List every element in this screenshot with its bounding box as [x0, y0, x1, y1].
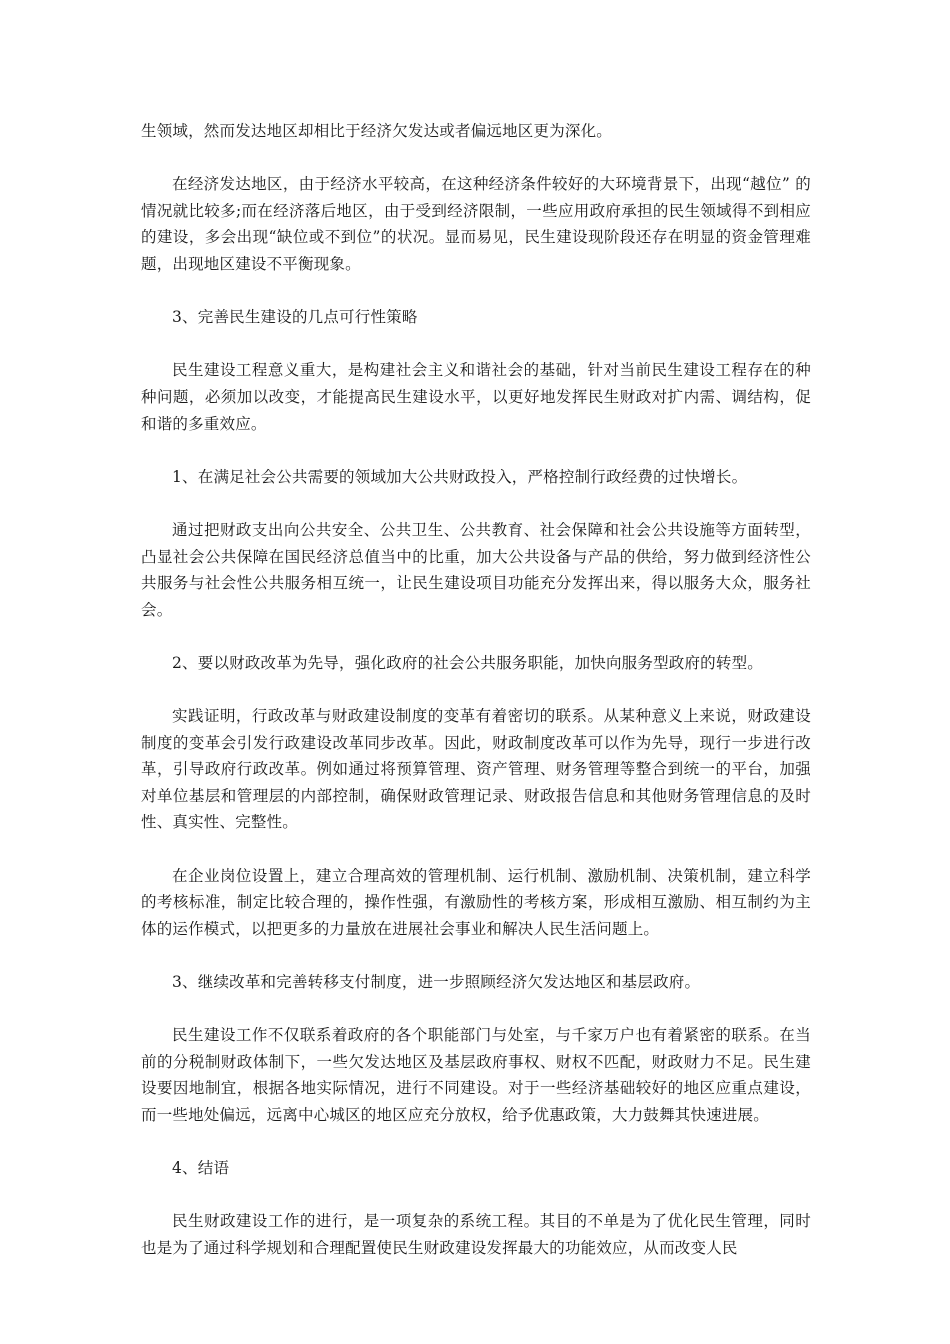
paragraph-transfer-payment: 民生建设工作不仅联系着政府的各个职能部门与处室，与千家万户也有着紧密的联系。在当前的分税制财政体制下，一些欠发达地区及基层政府事权、财权不匹配，财政财力不足。民生建设要因地制宜，根据各地实际情况，进行不同建设。对于一些经济基础较好的地区应重点建设，而一些地处偏远，远离中心城区的地区应充分放权，给予优惠政策，大力鼓舞其快速进展。: [141, 1026, 811, 1124]
paragraph-finance-reform: 实践证明，行政改革与财政建设制度的变革有着密切的联系。从某种意义上来说，财政建设制度的变革会引发行政建设改革同步改革。因此，财政制度改革可以作为先导，现行一步进行改革，引导政府行政改革。例如通过将预算管理、资产管理、财务管理等整合到统一的平台，加强对单位基层和管理层的内部控制，确保财政管理记录、财政报告信息和其他财务管理信息的及时性、真实性、完整性。: [141, 707, 811, 832]
subheading-public-finance: 1、在满足社会公共需要的领域加大公共财政投入，严格控制行政经费的过快增长。: [172, 467, 748, 486]
paragraph-regional-imbalance: 在经济发达地区，由于经济水平较高，在这种经济条件较好的大环境背景下，出现“越位” 的情况就比较多;而在经济落后地区，由于受到经济限制，一些应用政府承担的民生领域得不到相应的建设，多会出现“缺位或不到位”的状况。显而易见，民生建设现阶段还存在明显的资金管理难题，出现地区建设不平衡现象。: [141, 175, 811, 273]
paragraph-post-setting: 在企业岗位设置上，建立合理高效的管理机制、运行机制、激励机制、决策机制，建立科学的考核标准，制定比较合理的，操作性强，有激励性的考核方案，形成相互激励、相互制约为主体的运作模式，以把更多的力量放在进展社会事业和解决人民生活问题上。: [141, 866, 811, 938]
paragraph-public-finance: 通过把财政支出向公共安全、公共卫生、公共教育、社会保障和社会公共设施等方面转型，凸显社会公共保障在国民经济总值当中的比重，加大公共设备与产品的供给，努力做到经济性公共服务与社会性公共服务相互统一，让民生建设项目功能充分发挥出来，得以服务大众，服务社会。: [141, 520, 811, 619]
paragraph-conclusion: 民生财政建设工作的进行，是一项复杂的系统工程。其目的不单是为了优化民生管理，同时也是为了通过科学规划和合理配置使民生财政建设发挥最大的功能效应，从而改变人民: [141, 1212, 811, 1257]
paragraph-continuation: 生领域，然而发达地区却相比于经济欠发达或者偏远地区更为深化。: [141, 122, 613, 140]
section-heading-strategies: 3、完善民生建设的几点可行性策略: [172, 308, 418, 327]
document-body: [141, 118, 811, 1288]
subheading-transfer-payment: 3、继续改革和完善转移支付制度，进一步照顾经济欠发达地区和基层政府。: [172, 973, 701, 991]
section-heading-conclusion: 4、结语: [172, 1159, 230, 1178]
paragraph-strategies-intro: 民生建设工程意义重大，是构建社会主义和谐社会的基础，针对当前民生建设工程存在的种种问题，必须加以改变，才能提高民生建设水平，以更好地发挥民生财政对扩内需、调结构，促和谐的多重效应。: [141, 361, 811, 433]
subheading-finance-reform: 2、要以财政改革为先导，强化政府的社会公共服务职能，加快向服务型政府的转型。: [172, 653, 763, 672]
